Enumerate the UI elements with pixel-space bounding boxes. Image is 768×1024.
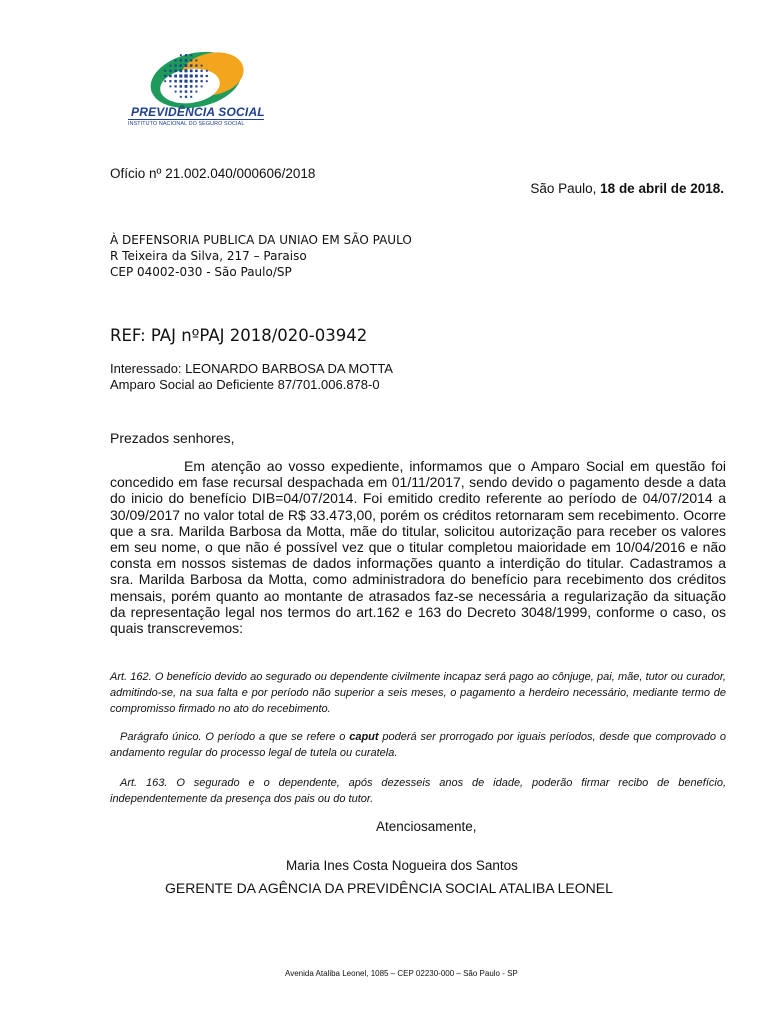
signer-name: Maria Ines Costa Nogueira dos Santos (286, 858, 518, 873)
logo-dot (169, 65, 171, 67)
logo-dot (206, 80, 208, 82)
logo-dot (184, 80, 187, 83)
paragrafo-text-start: Parágrafo único. O período a que se refere o (120, 731, 350, 743)
logo-dot (179, 74, 182, 77)
signer-title: GERENTE DA AGÊNCIA DA PREVIDÊNCIA SOCIAL ATALIBA LEONEL (165, 880, 613, 896)
logo-dot (185, 59, 188, 62)
logo-dot (179, 69, 182, 72)
logo-dot (190, 59, 192, 61)
closing-salutation: Atenciosamente, (376, 819, 477, 834)
logo-dot (180, 96, 182, 98)
article-163: Art. 163. O segurado e o dependente, após dezesseis anos de idade, poderão firmar recibo de benefício, independentemente da presença dos pais ou do tutor. (110, 777, 726, 805)
logo-dot (164, 80, 166, 82)
recipient-street: R Teixeira da Silva, 217 – Paraiso (110, 249, 307, 263)
logo-divider (128, 119, 264, 120)
logo-dot (174, 75, 177, 78)
reference-title: REF: PAJ nºPAJ 2018/020-03942 (110, 326, 368, 345)
logo-dot (180, 64, 183, 67)
logo-dot (195, 91, 197, 93)
body-paragraph (110, 458, 726, 636)
logo-dot (195, 59, 197, 61)
article-paragrafo-unico (110, 729, 726, 761)
logo-dot (190, 54, 192, 56)
greeting: Prezados senhores, (110, 430, 235, 446)
logo-dot (190, 74, 193, 77)
logo-dot (201, 85, 203, 87)
oficio-number: Ofício nº 21.002.040/000606/2018 (110, 166, 316, 181)
logo-dot (190, 80, 193, 83)
logo-dot (201, 70, 203, 72)
logo-dot (169, 70, 171, 72)
letter-date (530, 181, 724, 196)
logo-dot (180, 54, 182, 56)
logo-dot (169, 85, 171, 87)
logo-subtitle: INSTITUTO NACIONAL DO SEGURO SOCIAL (128, 121, 245, 127)
logo-dot (206, 70, 208, 72)
logo-dot (175, 59, 177, 61)
logo-dot (180, 85, 183, 88)
footer-address: Avenida Ataliba Leonel, 1085 – CEP 02230-000 – São Paulo - SP (285, 969, 518, 978)
logo-dot (200, 75, 203, 78)
logo-dot (174, 80, 177, 83)
logo-dot (185, 96, 187, 98)
logo-dot (174, 70, 177, 73)
article-162: Art. 162. O benefício devido ao segurado ou dependente civilmente incapaz será pago ao cônjuge, pai, mãe, tutor ou curador, admitindo-se, na sua falta e por período não superior a seis meses, o pagamento a herdeiro necessário, mediante termo de compromisso firmado no ato do recebimento. (110, 671, 726, 715)
logo-dot (195, 80, 198, 83)
logo-dot (190, 64, 193, 67)
logo-dot (195, 65, 197, 67)
paragrafo-caput: caput (349, 731, 379, 743)
logo-dot (190, 96, 192, 98)
logo-dot (169, 80, 171, 82)
interessado-line: Interessado: LEONARDO BARBOSA DA MOTTA (110, 361, 393, 376)
logo-dot (164, 75, 166, 77)
logo-dot (184, 74, 187, 77)
logo-dot (190, 91, 192, 93)
logo-dot (180, 59, 182, 61)
logo-dot (185, 90, 188, 93)
logo-dot (201, 80, 203, 82)
logo-dot (185, 64, 188, 67)
logo-dot (195, 70, 198, 73)
logo-dot (175, 65, 177, 67)
logo-dot (195, 75, 198, 78)
logo-dot (195, 85, 197, 87)
recipient-line: À DEFENSORIA PUBLICA DA UNIAO EM SÃO PAULO (110, 233, 412, 247)
paragrafo-text-end: poderá ser prorrogado por iguais períodos, desde que comprovado o andamento regular do processo legal de tutela ou curatela. (110, 731, 726, 759)
body-text: Em atenção ao vosso expediente, informamos que o Amparo Social em questão foi concedido em fase recursal despachada em 01/11/2017, sendo devido o pagamento desde a data do inicio do benefício DIB=04/07/2014. Foi emitido credito referente ao período de 04/07/2014 a 30/09/2017 no valor total de R$ 33.473,00, porém os créditos retornaram sem recebimento. Ocorre que a sra. Marilda Barbosa da Motta, mãe do titular, solicitou autorização para receber os valores em seu nome, o que não é possível vez que o titular completou maioridade em 10/04/2016 e não consta em nossos sistemas de dados informações quanto a interdição do titular. Cadastramos a sra. Marilda Barbosa da Motta, como administradora do benefício para recebimento dos créditos mensais, porém quanto ao montante de atrasados faz-se necessária a regularização da situação da representação legal nos termos do art.162 e 163 do Decreto 3048/1999, conforme o caso, os quais transcrevemos: (110, 458, 726, 637)
logo-dot (201, 65, 203, 67)
logo-dot (184, 69, 187, 72)
logo-dot (190, 69, 193, 72)
logo-dot (206, 75, 208, 77)
recipient-cep: CEP 04002-030 - São Paulo/SP (110, 265, 292, 279)
logo-dot (164, 70, 166, 72)
date-value: 18 de abril de 2018. (600, 181, 724, 196)
logo-dot (185, 54, 187, 56)
logo-dot (180, 91, 182, 93)
logo-dot (185, 85, 188, 88)
logo-dot (175, 91, 177, 93)
logo-dot (169, 75, 172, 78)
logo-title: PREVIDÊNCIA SOCIAL (131, 105, 265, 119)
logo-dot (179, 80, 182, 83)
logo-dot (190, 85, 193, 88)
logo-dot (175, 85, 177, 87)
date-prefix: São Paulo, (530, 181, 601, 196)
amparo-line: Amparo Social ao Deficiente 87/701.006.878-0 (110, 377, 380, 392)
